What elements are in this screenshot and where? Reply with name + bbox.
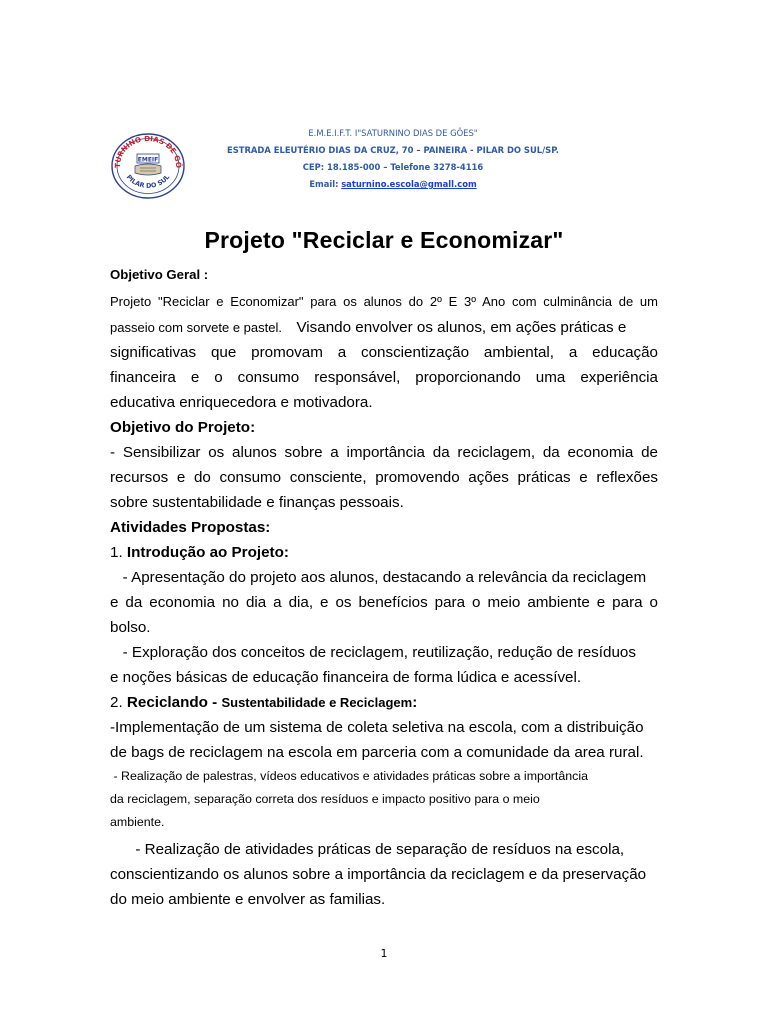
paragraph-line: recursos e do consumo consciente, promovendo ações práticas e reflexões [110,469,658,486]
paragraph-line: significativas que promovam a conscientização ambiental, a educação [110,344,658,361]
school-header [196,125,590,193]
item1-heading: 1. Introdução ao Projeto: [110,544,289,561]
paragraph-line: - Exploração dos conceitos de reciclagem, reutilização, redução de resíduos [110,644,636,661]
paragraph-line: e da economia no dia a dia, e os benefícios para o meio ambiente e para o [110,594,658,611]
paragraph-line: Projeto "Reciclar e Economizar" para os alunos do 2º E 3º Ano com culminância de um [110,294,658,309]
paragraph-line: - Realização de atividades práticas de separação de resíduos na escola, [110,841,625,858]
paragraph-line: conscientizando os alunos sobre a importância da reciclagem e da preservação [110,866,647,883]
paragraph-line: do meio ambiente e envolver as familias. [110,891,386,908]
svg-text:SATURNINO DIAS DE GÔES: TURNINO DIAS DE GÔ [112,133,184,169]
school-email-line [196,176,590,193]
paragraph-line: passeio com sorvete e pastel. Visando envolver os alunos, em ações práticas e [110,319,627,336]
paragraph-line: da reciclagem, separação correta dos resíduos e impacto positivo para o meio [110,792,540,806]
paragraph-line: bolso. [110,619,151,636]
document-title: Projeto "Reciclar e Economizar" [204,227,564,253]
page-number: 1 [380,947,388,960]
paragraph-line: de bags de reciclagem na escola em parceria com a comunidade da area rural. [110,744,644,761]
paragraph-line: educativa enriquecedora e motivadora. [110,394,373,411]
atividades-heading: Atividades Propostas: [110,519,271,536]
item2-heading: 2. Reciclando - Sustentabilidade e Reciclagem: [110,694,418,711]
paragraph-line: e noções básicas de educação financeira de forma lúdica e acessível. [110,669,582,686]
school-logo [110,132,186,200]
school-contact: CEP: 18.185-000 – Telefone 3278-4116 [302,162,484,172]
document-body [110,262,658,912]
paragraph-line: - Apresentação do projeto aos alunos, destacando a relevância da reciclagem [110,569,647,586]
paragraph-line: financeira e o consumo responsável, proporcionando uma experiência [110,369,658,386]
paragraph-line: sobre sustentabilidade e finanças pessoais. [110,494,404,511]
svg-text:EMEIF: EMEIF [137,156,159,164]
paragraph-line: -Implementação de um sistema de coleta seletiva na escola, com a distribuição [110,719,644,736]
paragraph-line: - Realização de palestras, vídeos educativos e atividades práticas sobre a importância [110,769,588,783]
paragraph-line: - Sensibilizar os alunos sobre a importância da reciclagem, da economia de [110,444,658,461]
school-name: E.M.E.I.F.T. I"SATURNINO DIAS DE GÔES" [308,128,478,138]
email-label: Email: [309,179,339,189]
svg-text:PILAR DO SUL: PILAR DO SUL [124,173,172,190]
paragraph-line: ambiente. [110,815,165,829]
objetivo-geral-heading: Objetivo Geral : [110,267,209,282]
objetivo-projeto-heading: Objetivo do Projeto: [110,419,256,436]
email-link[interactable]: saturnino.escola@gmall.com [341,179,477,189]
school-address: ESTRADA ELEUTÉRIO DIAS DA CRUZ, 70 – PAINEIRA - PILAR DO SUL/SP. [227,145,559,155]
